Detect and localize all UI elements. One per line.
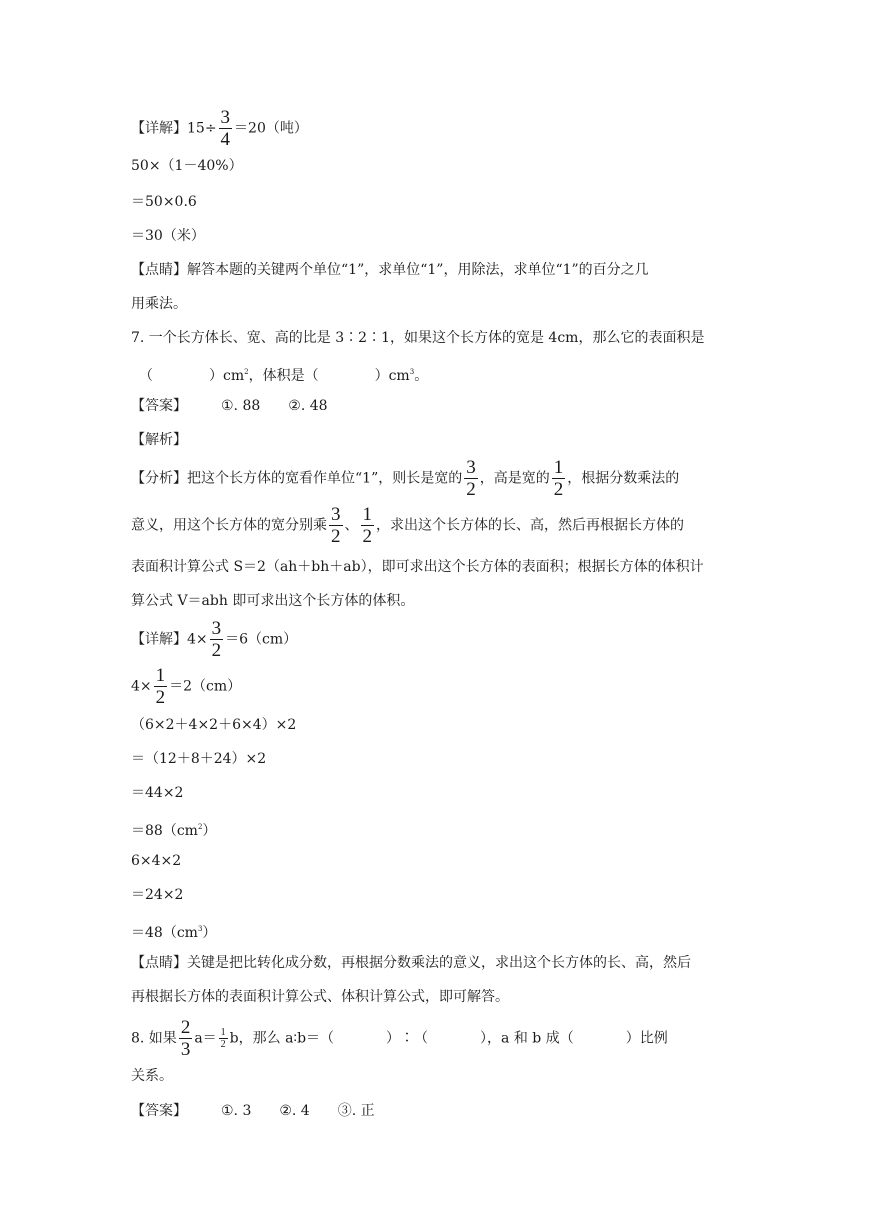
fraction: $\frac{3}{4}$ (220, 107, 231, 150)
q8-stem-line-1: 8. 如果 $\frac{2}{3}$ a＝ $\frac{1}{2}$ b，那么 a∶b＝（ ）∶（ ），a 和 b 成（ ）比例 (131, 1017, 668, 1060)
q7-detail-line-2: 4× $\frac{1}{2}$ ＝2（cm） (131, 665, 242, 708)
detail-expression-start: 15÷ (187, 120, 217, 137)
q7-answer-line (131, 397, 328, 415)
answer-label: 【答案】 (131, 398, 187, 414)
answer-1: ①. 88 (221, 398, 261, 414)
answer-3: ③. 正 (337, 1103, 375, 1119)
q7-point-line-1: 【点睛】关键是把比转化成分数，再根据分数乘法的意义，求出这个长方体的长、高，然后 (131, 955, 691, 971)
q7-calc-line-4: $=88(cm^2)$ (131, 823, 217, 839)
q7-analysis-line-3: 表面积计算公式 S＝2（ah＋bh＋ab），即可求出这个长方体的表面积；根据长方体的体积计 (131, 559, 704, 575)
fraction: $\frac{1}{2}$ (553, 457, 564, 500)
answer-label: 【答案】 (131, 1103, 187, 1119)
answer-2: ②. 48 (288, 398, 328, 414)
q7-stem-line-2: （ ）$cm^2$，体积是（ ）$cm^3$。 (139, 368, 429, 384)
fraction: $\frac{1}{2}$ (362, 504, 372, 547)
q6-point-line-2: 用乘法。 (131, 296, 187, 312)
fraction: $\frac{1}{2}$ (155, 665, 166, 708)
q6-point-line-1: 【点睛】解答本题的关键两个单位“1”，求单位“1”，用除法，求单位“1”的百分之几 (131, 262, 649, 278)
q7-calc-line-2: ＝（12＋8＋24）×2 (131, 751, 267, 767)
q6-calc-line-2: ＝50×0.6 (131, 194, 197, 210)
q7-detail-line-1: 【详解】4× $\frac{3}{2}$ ＝6（cm） (131, 618, 298, 661)
q6-calc-line-3: ＝30（米） (131, 228, 205, 244)
point-label: 【点睛】 (131, 262, 187, 278)
answer-1: ①. 3 (221, 1103, 252, 1119)
q8-answer-line (131, 1102, 375, 1120)
q7-analysis-line-1: 【分析】把这个长方体的宽看作单位“1”，则长是宽的 $\frac{3}{2}$ ，高是宽的 $\frac{1}{2}$ ，根据分数乘法的 (131, 457, 680, 500)
q7-analysis-line-4: 算公式 V＝abh 即可求出这个长方体的体积。 (131, 593, 415, 609)
q7-calc-line-7: $=48(cm^3)$ (131, 925, 217, 941)
q6-calc-line-1: 50×（1－40%） (131, 158, 243, 174)
fraction: $\frac{3}{2}$ (466, 457, 476, 500)
fraction: $\frac{3}{2}$ (211, 618, 222, 661)
detail-label: 【详解】 (131, 631, 187, 648)
fraction: $\frac{1}{2}$ (220, 1026, 226, 1050)
fraction: $\frac{2}{3}$ (180, 1017, 191, 1060)
q7-calc-line-6: ＝24×2 (131, 887, 184, 903)
detail-label: 【详解】 (131, 120, 187, 137)
q8-stem-line-2: 关系。 (131, 1068, 173, 1084)
q7-calc-line-1: （6×2＋4×2＋6×4）×2 (131, 717, 297, 733)
detail-expression-end: ＝20（吨） (234, 120, 308, 137)
q7-analysis-line-2: 意义，用这个长方体的宽分别乘 $\frac{3}{2}$ 、 $\frac{1}{2}$ ，求出这个长方体的长、高，然后再根据长方体的 (131, 504, 684, 547)
q7-stem-line-1: 7. 一个长方体长、宽、高的比是 3∶2∶1，如果这个长方体的宽是 4cm，那么它的表面积是 (131, 330, 705, 346)
q7-calc-line-5: 6×4×2 (131, 853, 182, 869)
q7-point-line-2: 再根据长方体的表面积计算公式、体积计算公式，即可解答。 (131, 989, 509, 1005)
q7-analysis-label: 【解析】 (131, 432, 187, 448)
q6-detail-line (131, 108, 308, 149)
answer-2: ②. 4 (279, 1103, 310, 1119)
point-label: 【点睛】 (131, 955, 187, 971)
fraction: $\frac{3}{2}$ (331, 504, 341, 547)
q7-calc-line-3: ＝44×2 (131, 785, 184, 801)
